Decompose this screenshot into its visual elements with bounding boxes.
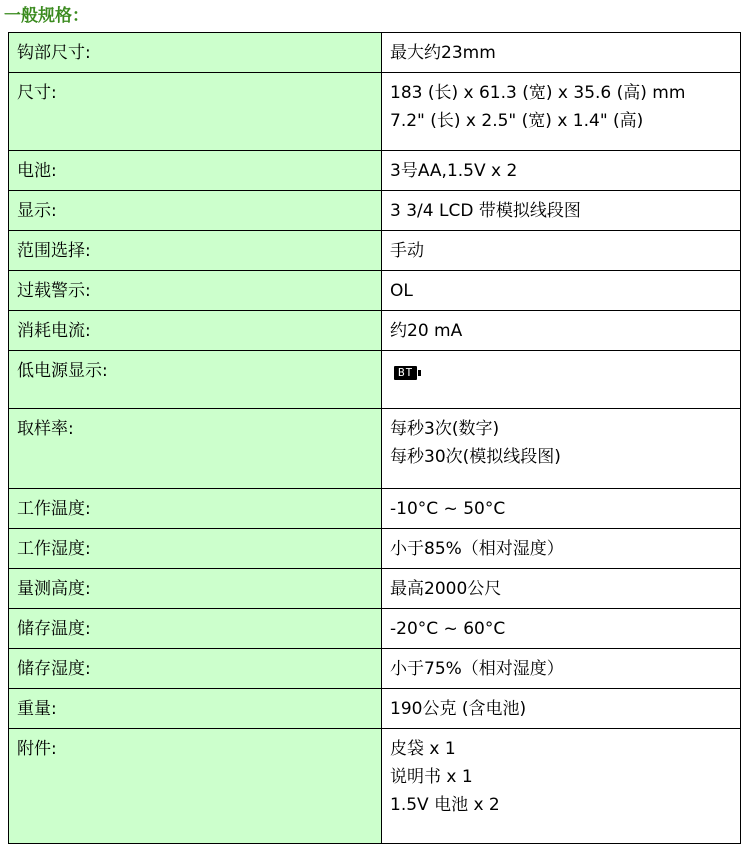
spec-value	[382, 569, 741, 609]
spec-value-line: 最大约23mm	[390, 43, 496, 63]
spec-value	[382, 311, 741, 351]
table-row	[9, 489, 741, 529]
spec-label: 消耗电流:	[9, 311, 382, 351]
table-row	[9, 191, 741, 231]
spec-label: 电池:	[9, 151, 382, 191]
spec-value-line: 190公克 (含电池)	[390, 699, 527, 719]
spec-value	[382, 73, 741, 151]
table-row	[9, 569, 741, 609]
table-row	[9, 33, 741, 73]
table-row	[9, 351, 741, 409]
table-row	[9, 271, 741, 311]
table-row	[9, 689, 741, 729]
table-row	[9, 151, 741, 191]
low-battery-icon: BT	[394, 366, 417, 380]
spec-value	[382, 33, 741, 73]
spec-label: 储存湿度:	[9, 649, 382, 689]
spec-value	[382, 231, 741, 271]
spec-value-line: OL	[390, 281, 413, 301]
spec-value-line: 皮袋 x 1	[390, 739, 456, 759]
spec-label: 取样率:	[9, 409, 382, 489]
spec-value	[382, 609, 741, 649]
spec-label: 范围选择:	[9, 231, 382, 271]
spec-value	[382, 689, 741, 729]
spec-value-line: 小于85%（相对湿度）	[390, 539, 564, 559]
table-row	[9, 649, 741, 689]
spec-value-line: 约20 mA	[390, 321, 463, 341]
spec-label: 量测高度:	[9, 569, 382, 609]
spec-value	[382, 489, 741, 529]
spec-value-line: 手动	[390, 241, 424, 261]
spec-value-line: 最高2000公尺	[390, 579, 502, 599]
spec-value-line: -20°C ~ 60°C	[390, 619, 506, 639]
spec-value-line: 每秒30次(模拟线段图)	[390, 447, 561, 467]
spec-label: 工作温度:	[9, 489, 382, 529]
spec-label: 显示:	[9, 191, 382, 231]
table-row	[9, 73, 741, 151]
spec-value-line: 每秒3次(数字)	[390, 419, 500, 439]
table-row	[9, 609, 741, 649]
table-row	[9, 311, 741, 351]
section-title: 一般规格：	[4, 6, 89, 26]
spec-value	[382, 729, 741, 844]
spec-value	[382, 529, 741, 569]
spec-value-line: 小于75%（相对湿度）	[390, 659, 564, 679]
spec-label: 储存温度:	[9, 609, 382, 649]
spec-value-line: -10°C ~ 50°C	[390, 499, 506, 519]
spec-value-line: 3 3/4 LCD 带模拟线段图	[390, 201, 581, 221]
table-row	[9, 409, 741, 489]
spec-label: 工作湿度:	[9, 529, 382, 569]
spec-label: 重量:	[9, 689, 382, 729]
spec-label: 尺寸:	[9, 73, 382, 151]
spec-label: 过载警示:	[9, 271, 382, 311]
spec-value	[382, 351, 741, 409]
spec-value	[382, 191, 741, 231]
spec-label: 附件:	[9, 729, 382, 844]
table-row	[9, 529, 741, 569]
table-row	[9, 231, 741, 271]
spec-value	[382, 271, 741, 311]
spec-label: 低电源显示:	[9, 351, 382, 409]
spec-value-line: 183 (长) x 61.3 (宽) x 35.6 (高) mm	[390, 83, 686, 103]
spec-value-line: 3号AA,1.5V x 2	[390, 161, 518, 181]
spec-value	[382, 649, 741, 689]
spec-table	[8, 32, 741, 844]
spec-label: 钩部尺寸:	[9, 33, 382, 73]
spec-value-line: 说明书 x 1	[390, 767, 473, 787]
spec-value-line: 1.5V 电池 x 2	[390, 795, 500, 815]
spec-value	[382, 151, 741, 191]
spec-value	[382, 409, 741, 489]
table-row	[9, 729, 741, 844]
spec-value-line: 7.2" (长) x 2.5" (宽) x 1.4" (高)	[390, 111, 644, 131]
